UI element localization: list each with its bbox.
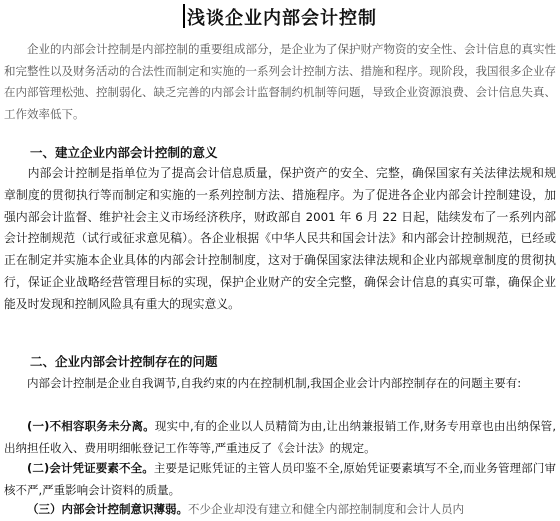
section-1-heading: 一、建立企业内部会计控制的意义 (30, 145, 218, 160)
problem-item-2-lead: (二)会计凭证要素不全。 (27, 461, 154, 475)
section-2-heading: 二、企业内部会计控制存在的问题 (30, 354, 218, 369)
problem-item-3 (4, 499, 556, 521)
text-cursor (183, 4, 185, 28)
problem-item-1-lead: (一)不相容职务未分离。 (27, 419, 155, 433)
problem-item-2 (4, 458, 556, 501)
section-2-intro: 内部会计控制是企业自我调节,自我约束的内在控制机制,我国企业会计内部控制存在的问题主要有: (27, 376, 522, 390)
problem-item-3-text: 不少企业却没有建立和健全内部控制制度和会计人员内 (188, 502, 464, 516)
problem-item-1-text: 现实中,有的企业以人员精简为由,让出纳兼报销工作,财务专用章也由出纳保管,出纳担任收入、费用明细帐登记工作等等,严重违反了《会计法》的规定。 (4, 419, 556, 455)
problem-item-1 (4, 416, 556, 459)
intro-paragraph: 企业的内部会计控制是内部控制的重要组成部分，是企业为了保护财产物资的安全性、会计信息的真实性和完整性以及财务活动的合法性而制定和实施的一系列会计控制方法、措施和程序。现阶段，我国很多企业存在内部管理松弛、控制弱化、缺乏完善的内部会计监督制约机制等问题，导致企业资源浪费、会计信息失真、工作效率低下。 (4, 42, 556, 121)
problem-item-2-text: 主要是记账凭证的主管人员印鉴不全,原始凭证要素填写不全,而业务管理部门审核不严,严重影响会计资料的质量。 (4, 461, 557, 497)
problem-item-3-lead: （三）内部会计控制意识薄弱。 (27, 502, 188, 516)
title-bar (0, 4, 560, 30)
section-1-body: 内部会计控制是指单位为了提高会计信息质量，保护资产的安全、完整，确保国家有关法律法规和规章制度的贯彻执行等而制定和实施的一系列控制方法、措施程序。为了促进各企业内部会计控制建设，加强内部会计监督、维护社会主义市场经济秩序，财政部自 2001 年 6 月 22 日起，陆续发布了一系列内部会计控制规范（试行或征求意见稿）。各企业根据《中华人民共和国会计法》和内部会计控制规范，已经或正在制定并实施本企业具体的内部会计控制制度，这对于确保国家法律法规和企业内部规章制度的贯彻执行，保证企业战略经营管理目标的实现，保护企业财产的安全完整，确保会计信息的真实可靠，确保企业能及时发现和控制风险具有重大的现实意义。 (4, 166, 556, 311)
document-title: 浅谈企业内部会计控制 (187, 8, 377, 29)
